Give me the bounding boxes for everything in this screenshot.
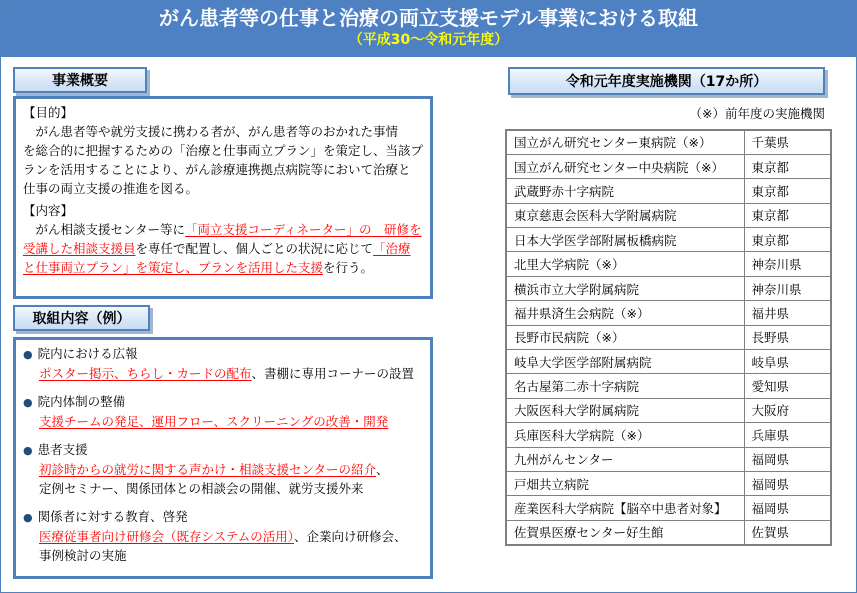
- banner-subtitle: （平成30～令和元年度）: [348, 32, 509, 48]
- institution-row: [506, 471, 831, 495]
- text-run: 、企業向け研修会、: [294, 529, 407, 544]
- purpose-label: 【目的】: [23, 105, 74, 120]
- prefecture: 福岡県: [744, 447, 831, 471]
- institution-row: [506, 179, 831, 203]
- institution-row: [506, 520, 831, 544]
- prefecture: 兵庫県: [744, 423, 831, 447]
- text-run: 仕事の両立支援の推進を図る。: [23, 181, 199, 196]
- institution-name: 岐阜大学医学部附属病院: [506, 350, 744, 374]
- prefecture: 神奈川県: [744, 276, 831, 300]
- institution-name: 日本大学医学部附属板橋病院: [506, 228, 744, 252]
- text-run: がん患者等や就労支援に携わる者が、がん患者等のおかれた事情: [23, 124, 399, 139]
- purpose-text: [23, 122, 423, 198]
- overview-section-header: 事業概要: [13, 67, 147, 93]
- text-run: がん相談支援センター等に: [23, 222, 186, 237]
- initiatives-section-header: 取組内容（例）: [13, 305, 150, 331]
- bullet-icon: ●: [23, 396, 33, 409]
- institution-name: 兵庫医科大学病院（※）: [506, 423, 744, 447]
- text-run: 事例検討の実施: [39, 548, 127, 563]
- highlighted-text: と仕事両立プラン」を策定し、プランを活用した支援: [23, 260, 324, 275]
- highlighted-text: 医療従事者向け研修会（既存システムの活用）: [39, 529, 295, 544]
- initiatives-content-box: [13, 337, 433, 579]
- initiative-title: 院内体制の整備: [37, 394, 126, 409]
- previous-year-note: （※）前年度の実施機関: [689, 106, 825, 121]
- initiative-detail: [23, 412, 423, 431]
- institution-name: 産業医科大学病院【脳卒中患者対象】: [506, 496, 744, 520]
- institution-row: [506, 130, 831, 154]
- institution-name: 武蔵野赤十字病院: [506, 179, 744, 203]
- prefecture: 佐賀県: [744, 520, 831, 544]
- initiative-title: 患者支援: [37, 442, 88, 457]
- initiative-detail: [23, 527, 423, 565]
- institution-name: 九州がんセンター: [506, 447, 744, 471]
- institution-row: [506, 252, 831, 276]
- institution-name: 国立がん研究センター東病院（※）: [506, 130, 744, 154]
- text-run: 、: [376, 462, 389, 477]
- banner: [0, 0, 857, 57]
- highlighted-text: ポスター掲示、ちらし・カードの配布: [39, 366, 252, 381]
- institution-row: [506, 203, 831, 227]
- initiative-title: 関係者に対する教育、啓発: [37, 509, 188, 524]
- institution-name: 戸畑共立病院: [506, 471, 744, 495]
- prefecture: 長野県: [744, 325, 831, 349]
- highlighted-text: 「両立支援コーディネーター」の 研修を: [185, 222, 422, 237]
- institutions-section-header: 令和元年度実施機関（17か所）: [508, 67, 825, 95]
- initiative-detail: [23, 460, 423, 498]
- institution-name: 東京慈恵会医科大学附属病院: [506, 203, 744, 227]
- initiative-item: [23, 392, 423, 431]
- prefecture: 神奈川県: [744, 252, 831, 276]
- prefecture: 福岡県: [744, 471, 831, 495]
- prefecture: 大阪府: [744, 398, 831, 422]
- banner-title: がん患者等の仕事と治療の両立支援モデル事業における取組: [159, 6, 698, 30]
- prefecture: 東京都: [744, 228, 831, 252]
- institution-name: 福井県済生会病院（※）: [506, 301, 744, 325]
- initiative-detail: [23, 364, 423, 383]
- institution-name: 佐賀県医療センター好生館: [506, 520, 744, 544]
- text-run: 、書棚に専用コーナーの設置: [251, 366, 415, 381]
- text-run: を行う。: [323, 260, 374, 275]
- institution-row: [506, 301, 831, 325]
- prefecture: 東京都: [744, 154, 831, 178]
- institution-row: [506, 325, 831, 349]
- prefecture: 岐阜県: [744, 350, 831, 374]
- text-run: 定例セミナー、関係団体との相談会の開催、就労支援外来: [39, 481, 364, 496]
- prefecture: 東京都: [744, 203, 831, 227]
- highlighted-text: 支援チームの発足、運用フロー、スクリーニングの改善・開発: [39, 414, 389, 429]
- bullet-icon: ●: [23, 511, 33, 524]
- institution-name: 国立がん研究センター中央病院（※）: [506, 154, 744, 178]
- institution-row: [506, 154, 831, 178]
- institution-row: [506, 496, 831, 520]
- prefecture: 福岡県: [744, 496, 831, 520]
- text-run: を総合的に把握するための「治療と仕事両立プラン」を策定し、当該プ: [23, 143, 424, 158]
- institution-row: [506, 398, 831, 422]
- text-run: ランを活用することにより、がん診療連携拠点病院等において治療と: [23, 162, 411, 177]
- prefecture: 千葉県: [744, 130, 831, 154]
- initiative-item: [23, 440, 423, 498]
- prefecture: 愛知県: [744, 374, 831, 398]
- highlighted-text: 初診時からの就労に関する声かけ・相談支援センターの紹介: [39, 462, 377, 477]
- highlighted-text: 受講した相談支援員: [23, 241, 136, 256]
- initiative-item: [23, 507, 423, 565]
- institution-name: 大阪医科大学附属病院: [506, 398, 744, 422]
- institution-row: [506, 228, 831, 252]
- institution-row: [506, 276, 831, 300]
- content-label: 【内容】: [23, 203, 74, 218]
- overview-content-box: [13, 96, 433, 299]
- prefecture: 東京都: [744, 179, 831, 203]
- institutions-table: [505, 129, 832, 546]
- initiative-title: 院内における広報: [37, 346, 138, 361]
- institution-name: 長野市民病院（※）: [506, 325, 744, 349]
- text-run: を専任で配置し、個人ごとの状況に応じて: [135, 241, 374, 256]
- institution-name: 名古屋第二赤十字病院: [506, 374, 744, 398]
- bullet-icon: ●: [23, 444, 33, 457]
- bullet-icon: ●: [23, 348, 33, 361]
- institution-row: [506, 350, 831, 374]
- institution-name: 北里大学病院（※）: [506, 252, 744, 276]
- highlighted-text: 「治療: [373, 241, 411, 256]
- initiative-item: [23, 344, 423, 383]
- institution-row: [506, 447, 831, 471]
- prefecture: 福井県: [744, 301, 831, 325]
- institution-row: [506, 374, 831, 398]
- content-text: [23, 220, 423, 277]
- institution-row: [506, 423, 831, 447]
- institution-name: 横浜市立大学附属病院: [506, 276, 744, 300]
- institutions-table-body: [506, 130, 831, 545]
